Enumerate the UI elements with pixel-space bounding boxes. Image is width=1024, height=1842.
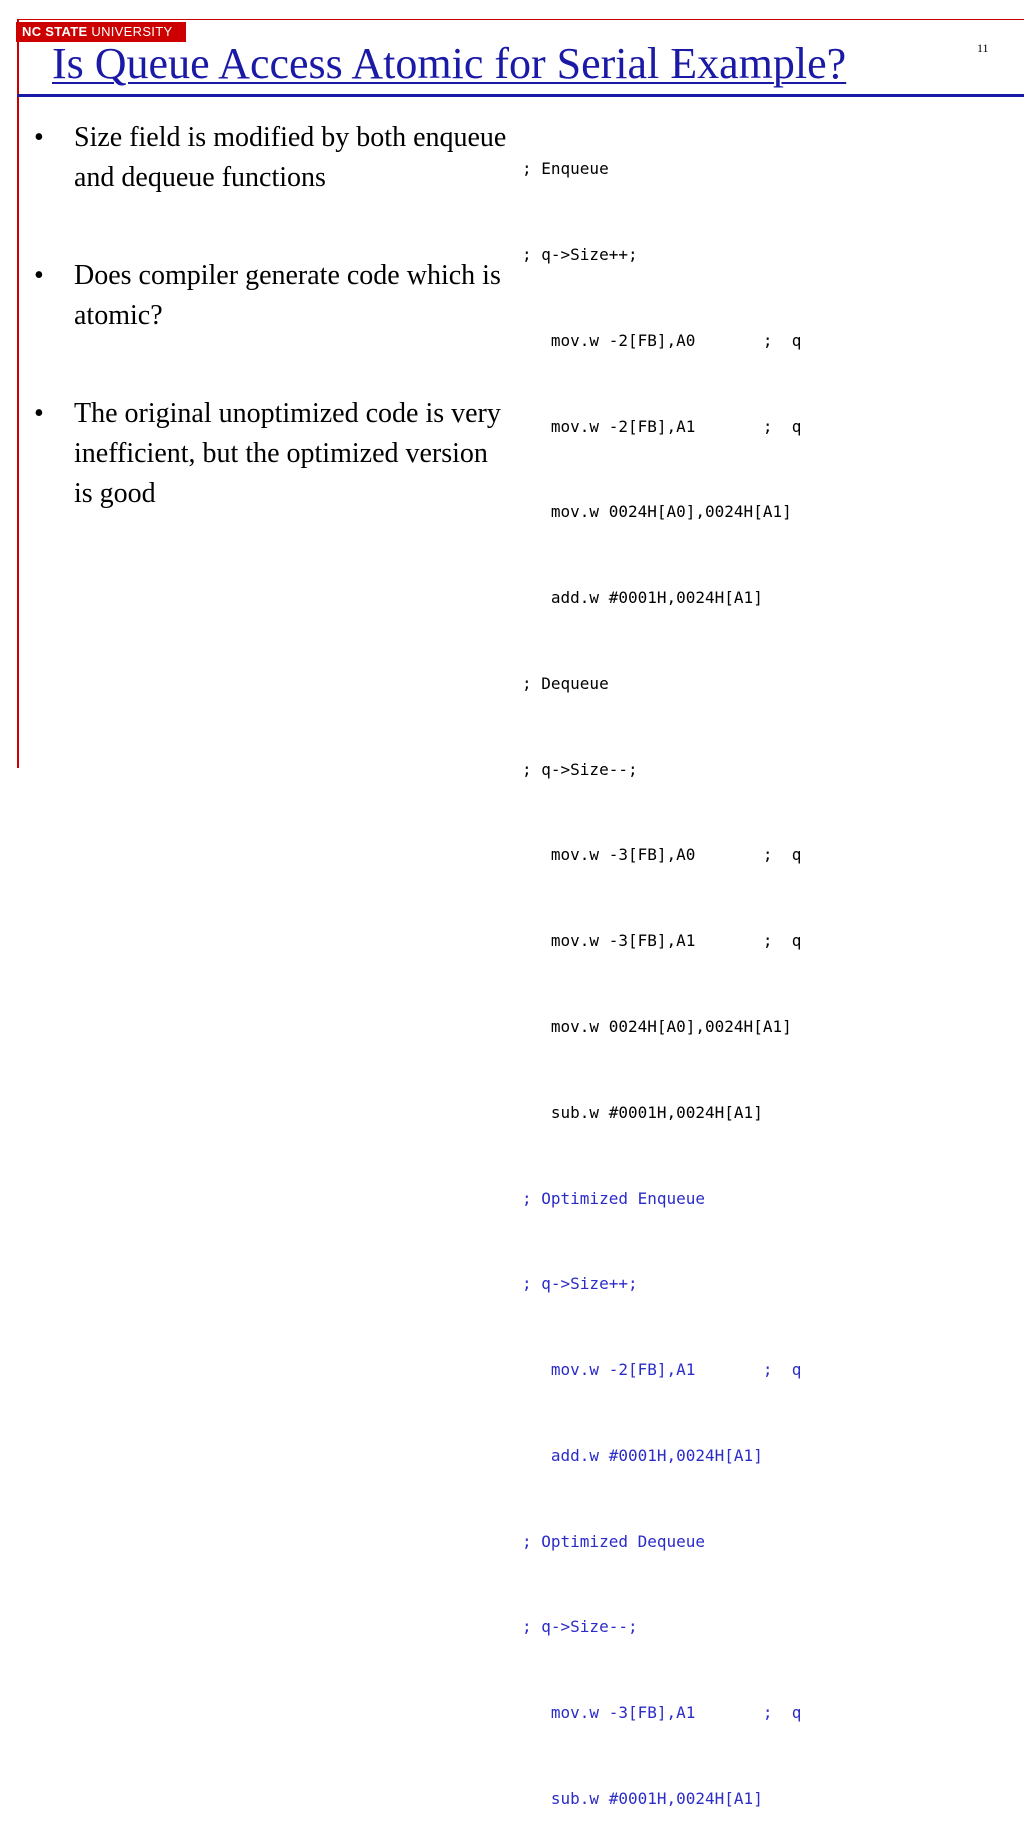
left-border-line [17,20,19,768]
code-line: ; Dequeue [522,673,609,693]
assembly-code-block [522,98,1012,1842]
logo-bold-text: NC STATE [22,24,88,39]
code-line: mov.w -3[FB],A0 ; q [522,845,802,865]
code-line: mov.w -2[FB],A0 ; q [522,330,802,350]
bullet-item [30,394,510,514]
bullet-text: Size field is modified by both enqueue and dequeue functions [74,122,507,193]
code-line: mov.w 0024H[A0],0024H[A1] [522,1017,792,1036]
code-line: mov.w -3[FB],A1 ; q [522,931,802,951]
bullet-text: Does compiler generate code which is atomic? [74,260,501,331]
bullet-list [30,118,510,572]
code-line: ; Optimized Dequeue [522,1531,706,1551]
bullet-text: The original unoptimized code is very inefficient, but the optimized version is good [74,398,501,509]
bullet-dot-icon: • [34,260,44,291]
code-line: add.w #0001H,0024H[A1] [522,588,763,608]
logo-rest-text: UNIVERSITY [87,24,173,39]
code-line: ; q->Size++; [522,1274,638,1294]
code-line: ; Enqueue [522,159,609,179]
page-number: 11 [977,41,989,55]
code-line: ; q->Size--; [522,1617,638,1637]
code-line: mov.w -3[FB],A1 ; q [522,1703,802,1723]
title-divider [17,94,1024,97]
slide-title: Is Queue Access Atomic for Serial Example? [52,39,847,88]
code-line: mov.w 0024H[A0],0024H[A1] [522,502,792,522]
code-line: sub.w #0001H,0024H[A1] [522,1102,763,1122]
code-line: mov.w -2[FB],A1 ; q [522,1360,802,1380]
code-line: ; q->Size++; [522,244,638,264]
bullet-item [30,118,510,198]
code-line: ; q->Size--; [522,759,638,779]
code-line: sub.w #0001H,0024H[A1] [522,1789,763,1809]
bullet-dot-icon: • [34,122,44,153]
code-line: ; Optimized Enqueue [522,1188,706,1208]
code-line: add.w #0001H,0024H[A1] [522,1445,763,1465]
top-border-line [17,19,1024,20]
bullet-item [30,256,510,336]
code-line: mov.w -2[FB],A1 ; q [522,416,802,436]
bullet-dot-icon: • [34,398,44,429]
